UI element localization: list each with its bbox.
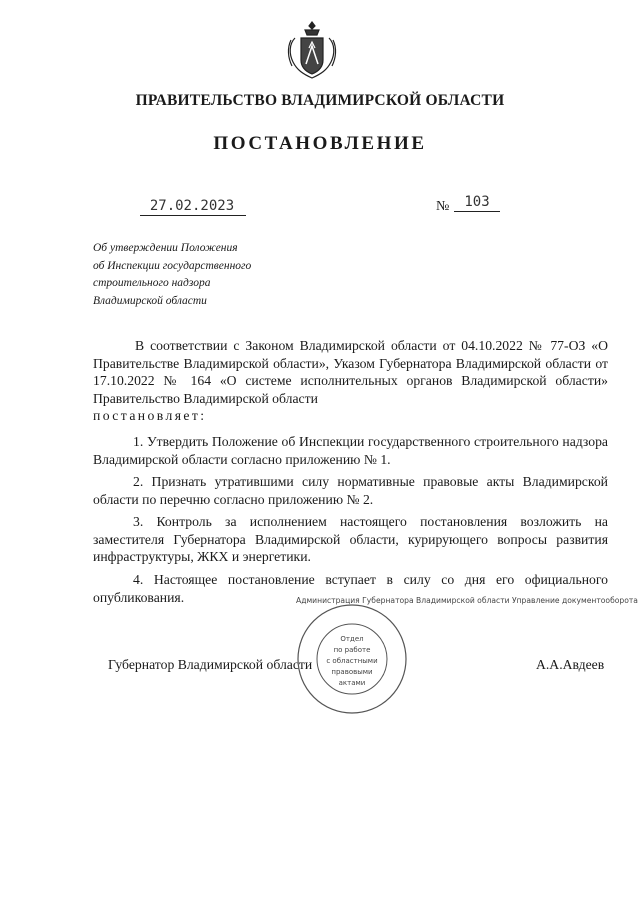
clause-2: 2. Признать утратившими силу нормативные правовые акты Владимирской области по перечню согласно приложению № 2. [93, 474, 608, 507]
stamp-ring-text: Администрация Губернатора Владимирской области Управление документооборота [296, 596, 638, 605]
signatory-name: А.А.Авдеев [536, 657, 605, 672]
document-type: ПОСТАНОВЛЕНИЕ [213, 133, 427, 154]
stamp-center-line: по работе [333, 646, 371, 654]
clause-4: 4. Настоящее постановление вступает в силу со дня его официального опубликования. [93, 572, 608, 605]
date-underline [140, 215, 246, 216]
subject-line: об Инспекции государственного [93, 259, 252, 272]
preamble-text: В соответствии с Законом Владимирской области от 04.10.2022 № 77-ОЗ «О Правительстве Владимирской области», Указом Губернатора Владимирской области от 17.10.2022 № 164 «О системе исполнительных органов Владимирской области» Правительство Владимирской области [93, 338, 608, 406]
decree-word: постановляет: [93, 408, 207, 423]
clause-3: 3. Контроль за исполнением настоящего постановления возложить на заместителя Губернатора Владимирской области, курирующего вопросы развития инфраструктуры, ЖКХ и энергетики. [93, 514, 608, 564]
subject-line: Об утверждении Положения [93, 242, 238, 254]
organization-title: ПРАВИТЕЛЬСТВО ВЛАДИМИРСКОЙ ОБЛАСТИ [135, 92, 505, 109]
document-date: 27.02.2023 [149, 198, 235, 214]
number-sign: № [436, 199, 450, 214]
subject-line: Владимирской области [93, 294, 207, 307]
signatory-position: Губернатор Владимирской области [108, 657, 313, 672]
stamp-center-line: с областными [326, 657, 378, 665]
coat-of-arms-icon [287, 20, 337, 82]
number-underline [454, 211, 500, 212]
document-number: 103 [464, 194, 490, 210]
subject-line: строительного надзора [93, 277, 211, 289]
clause-1: 1. Утвердить Положение об Инспекции государственного строительного надзора Владимирской области согласно приложению № 1. [93, 434, 608, 467]
stamp-center-line: актами [338, 679, 366, 687]
document-subject [93, 240, 293, 310]
stamp-center-line: правовыми [331, 668, 373, 676]
stamp-center-line: Отдел [340, 635, 364, 643]
preamble-paragraph [93, 337, 608, 425]
